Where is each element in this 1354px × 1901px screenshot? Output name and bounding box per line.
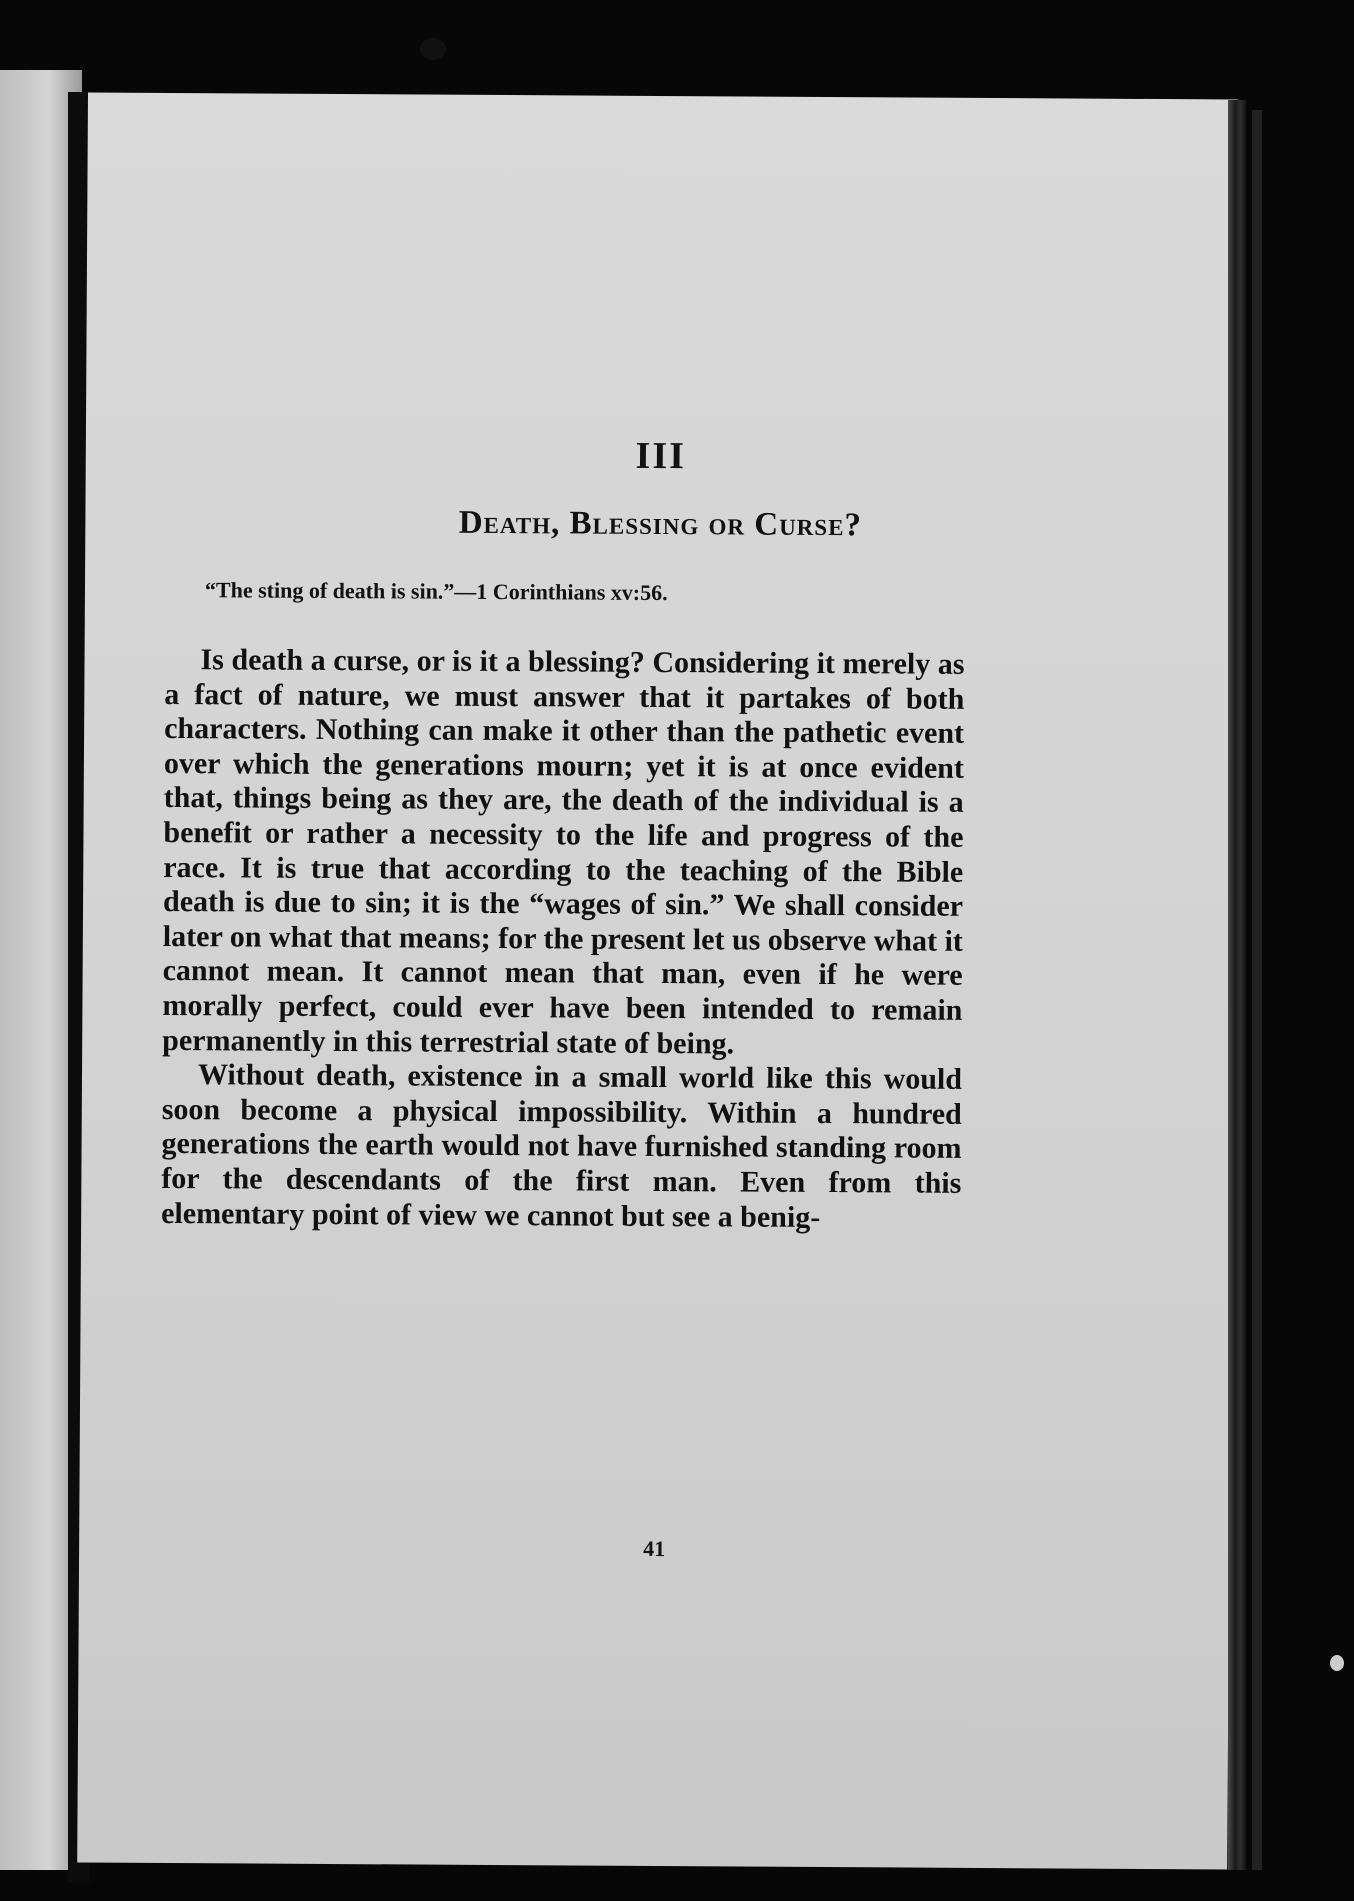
page-number: 41 <box>643 1535 666 1562</box>
page-stack-edge <box>1228 100 1246 1870</box>
chapter-title: Death, Blessing or Curse? <box>458 504 863 544</box>
scan-artifact <box>1330 1655 1344 1671</box>
book-page <box>77 92 1238 1869</box>
body-text <box>161 643 965 1236</box>
epigraph: “The sting of death is sin.”—1 Corinthians xv:56. <box>204 577 668 606</box>
chapter-number: III <box>635 434 687 478</box>
scan-artifact <box>420 38 446 60</box>
paragraph-2: Without death, existence in a small world like this would soon become a physical impossibility. Within a hundred generations the earth would not have furnished standing room for the descendants of the first man. Even from this elementary point of view we cannot but see a benig- <box>161 1058 963 1234</box>
paragraph-1: Is death a curse, or is it a blessing? Considering it merely as a fact of nature, we must answer that it partakes of both characters. Nothing can make it other than the pathetic event over which the generations mourn; yet it is at once evident that, things being as they are, the death of the individual is a benefit or rather a necessity to the life and progress of the race. It is true that according to the teaching of the Bible death is due to sin; it is the “wages of sin.” We shall consider later on what that means; for the present let us observe what it cannot mean. It cannot mean that man, even if he were morally perfect, could ever have been intended to remain permanently in this terrestrial state of being. <box>162 643 965 1060</box>
cover-edge <box>1252 110 1262 1870</box>
